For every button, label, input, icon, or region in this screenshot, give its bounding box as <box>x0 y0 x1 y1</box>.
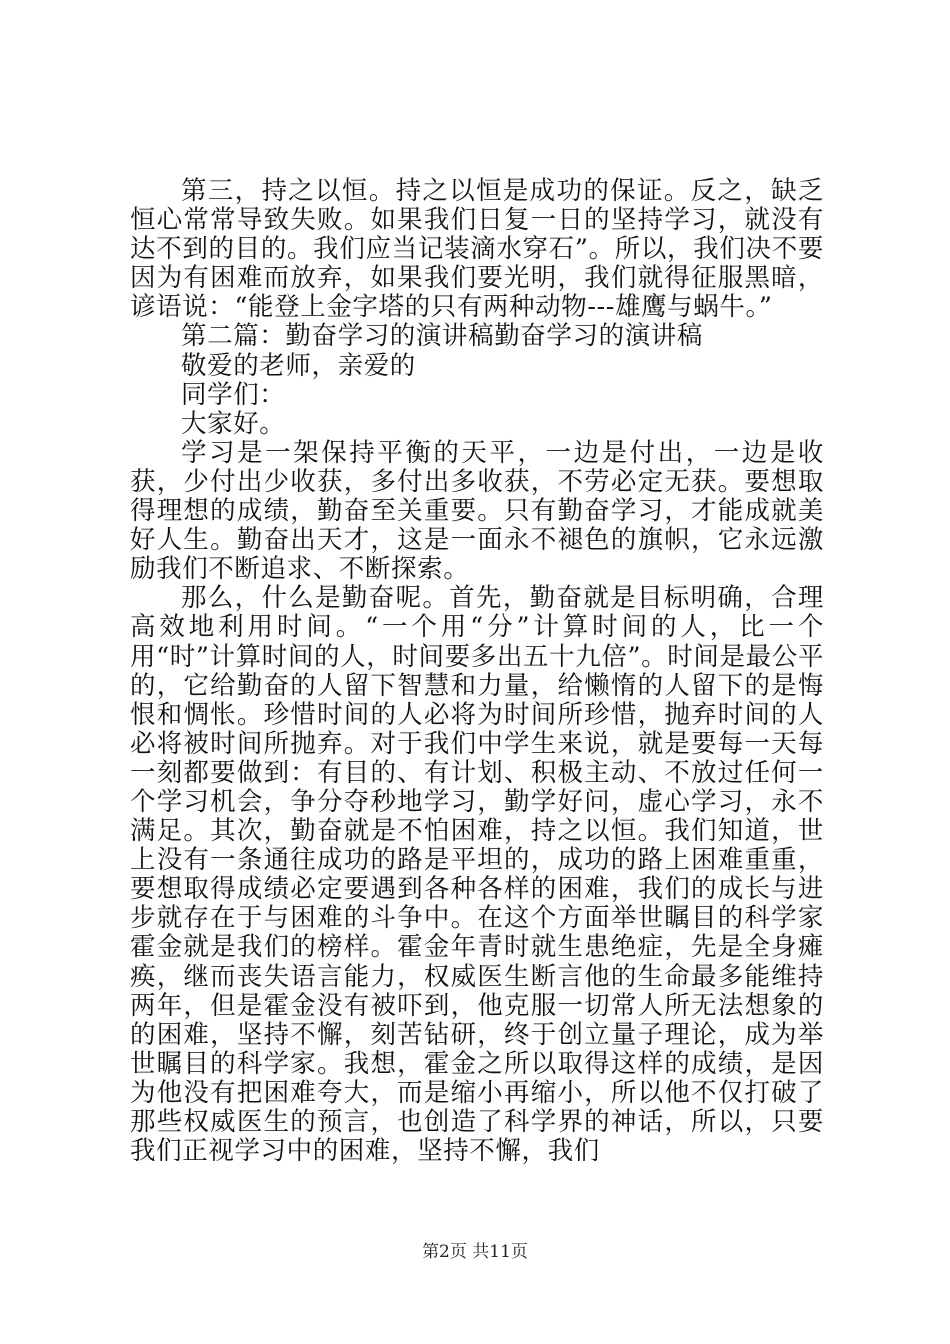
paragraph-diligence: 那么，什么是勤奋呢。首先，勤奋就是目标明确，合理高效地利用时间。“一个用“分”计算时间的人，比一个用“时”计算时间的人，时间要多出五十九倍”。时间是最公平的，它给勤奋的人留下智慧和力量，给懒惰的人留下的是悔恨和惆怅。珍惜时间的人必将为时间所珍惜，抛弃时间的人必将被时间所抛弃。对于我们中学生来说，就是要每一天每一刻都要做到：有目的、有计划、积极主动、不放过任何一个学习机会，争分夺秒地学习，勤学好问，虚心学习，永不满足。其次，勤奋就是不怕困难，持之以恒。我们知道，世上没有一条通往成功的路是平坦的，成功的路上困难重重，要想取得成绩必定要遇到各种各样的困难，我们的成长与进步就存在于与困难的斗争中。在这个方面举世瞩目的科学家霍金就是我们的榜样。霍金年青时就生患绝症，先是全身瘫痪，继而丧失语言能力，权威医生断言他的生命最多能维持两年，但是霍金没有被吓到，他克服一切常人所无法想象的的困难，坚持不懈，刻苦钻研，终于创立量子理论，成为举世瞩目的科学家。我想，霍金之所以取得这样的成绩，是因为他没有把困难夸大，而是缩小再缩小，所以他不仅打破了那些权威医生的预言，也创造了科学界的神话，所以，只要我们正视学习中的困难，坚持不懈，我们 <box>130 583 824 1167</box>
salutation-students: 同学们： <box>181 379 286 410</box>
document-body <box>130 177 824 1166</box>
page-number-footer: 第2页 共11页 <box>422 1242 528 1262</box>
paragraph-balance: 学习是一架保持平衡的天平，一边是付出，一边是收获，少付出少收获，多付出多收获，不劳必定无获。要想取得理想的成绩，勤奋至关重要。只有勤奋学习，才能成就美好人生。勤奋出天才，这是一面永不褪色的旗帜，它永远激励我们不断追求、不断探索。 <box>130 437 824 585</box>
paragraph-perseverance: 第三，持之以恒。持之以恒是成功的保证。反之，缺乏恒心常常导致失败。如果我们日复一日的坚持学习，就没有达不到的目的。我们应当记装滴水穿石”。所以，我们决不要因为有困难而放弃，如果我们要光明，我们就得征服黑暗，谚语说：“能登上金字塔的只有两种动物---雄鹰与蜗牛。” <box>130 176 824 323</box>
salutation-teachers: 敬爱的老师，亲爱的 <box>181 350 416 381</box>
greeting: 大家好。 <box>181 408 286 439</box>
section-heading: 第二篇：勤奋学习的演讲稿勤奋学习的演讲稿 <box>181 321 704 352</box>
